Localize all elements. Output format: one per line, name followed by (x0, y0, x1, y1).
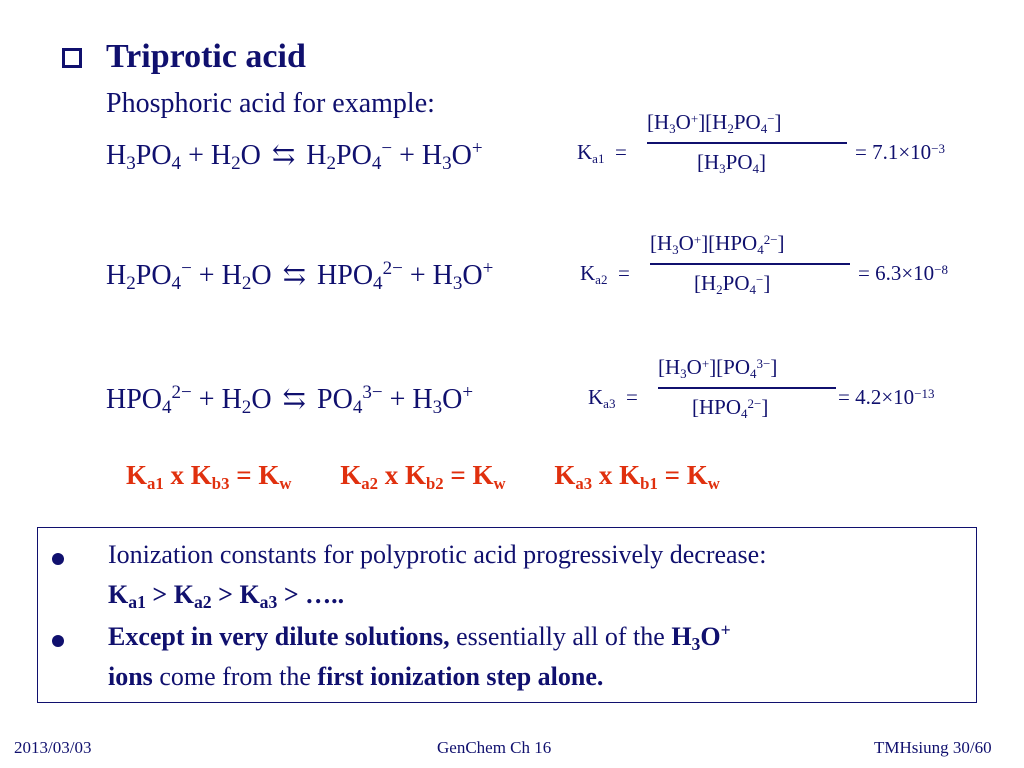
note-2-text-1: essentially all of the (449, 622, 672, 651)
note-2-emphasis-2: $H_3O^+$ (671, 620, 731, 654)
reaction-2: $H_2PO_4^- + H_2O$ ⇆ $HPO_4^{2-} + H_3O^+$ (106, 258, 494, 295)
ka-kb-relations (126, 460, 762, 491)
footer-course: GenChem Ch 16 (437, 738, 552, 757)
footer-page-number: TMHsiung 30/60 (874, 738, 992, 757)
subtitle: Phosphoric acid for example: (106, 88, 435, 119)
ka2-equation: $K_{a2}$ = $[H_3O^+][HPO_4^{2-}]$ $[H_2PO_4^-]$ = $6.3\times 10^{-8}$ (580, 231, 949, 297)
note-2-line-1 (108, 622, 731, 652)
note-2-line-2 (108, 662, 603, 692)
note-2-emphasis-4: first ionization step alone. (317, 662, 604, 691)
notes-box (37, 527, 977, 703)
relation-1: $K_{a1}$ x $K_{b3} = K_w$ (126, 460, 292, 493)
relation-2: $K_{a2}$ x $K_{b2} = K_w$ (340, 460, 506, 493)
note-1-line-2: $K_{a1} > K_{a2} > K_{a3}$ > ….. (108, 580, 345, 612)
reaction-3: $HPO_4^{2-} + H_2O$ ⇆ $PO_4^{3-} + H_3O^+$ (106, 382, 474, 419)
bullet-dot (52, 553, 64, 565)
note-1-line-1: Ionization constants for polyprotic acid progressively decrease: (108, 540, 767, 569)
slide-title: Triprotic acid (106, 38, 306, 75)
note-2-emphasis-3: ions (108, 662, 153, 691)
footer-date: 2013/03/03 (14, 738, 92, 757)
reaction-1: $H_3PO_4 + H_2O$ ⇆ $H_2PO_4^- + H_3O^+$ (106, 138, 483, 175)
bullet-dot (52, 635, 64, 647)
note-2-emphasis-1: Except in very dilute solutions, (108, 622, 450, 651)
ka3-equation: $K_{a3}$ = $[H_3O^+][PO_4^{3-}]$ $[HPO_4^{2-}]$ = $4.2\times 10^{-13}$ (588, 355, 935, 421)
note-2-text-2: come from the (152, 662, 318, 691)
ka1-equation: $K_{a1}$ = $[H_3O^+][H_2PO_4^-]$ $[H_3PO_4]$ = $7.1\times 10^{-3}$ (577, 110, 946, 176)
relation-3: $K_{a3}$ x $K_{b1} = K_w$ (554, 460, 720, 493)
title-bullet-square (62, 48, 82, 68)
